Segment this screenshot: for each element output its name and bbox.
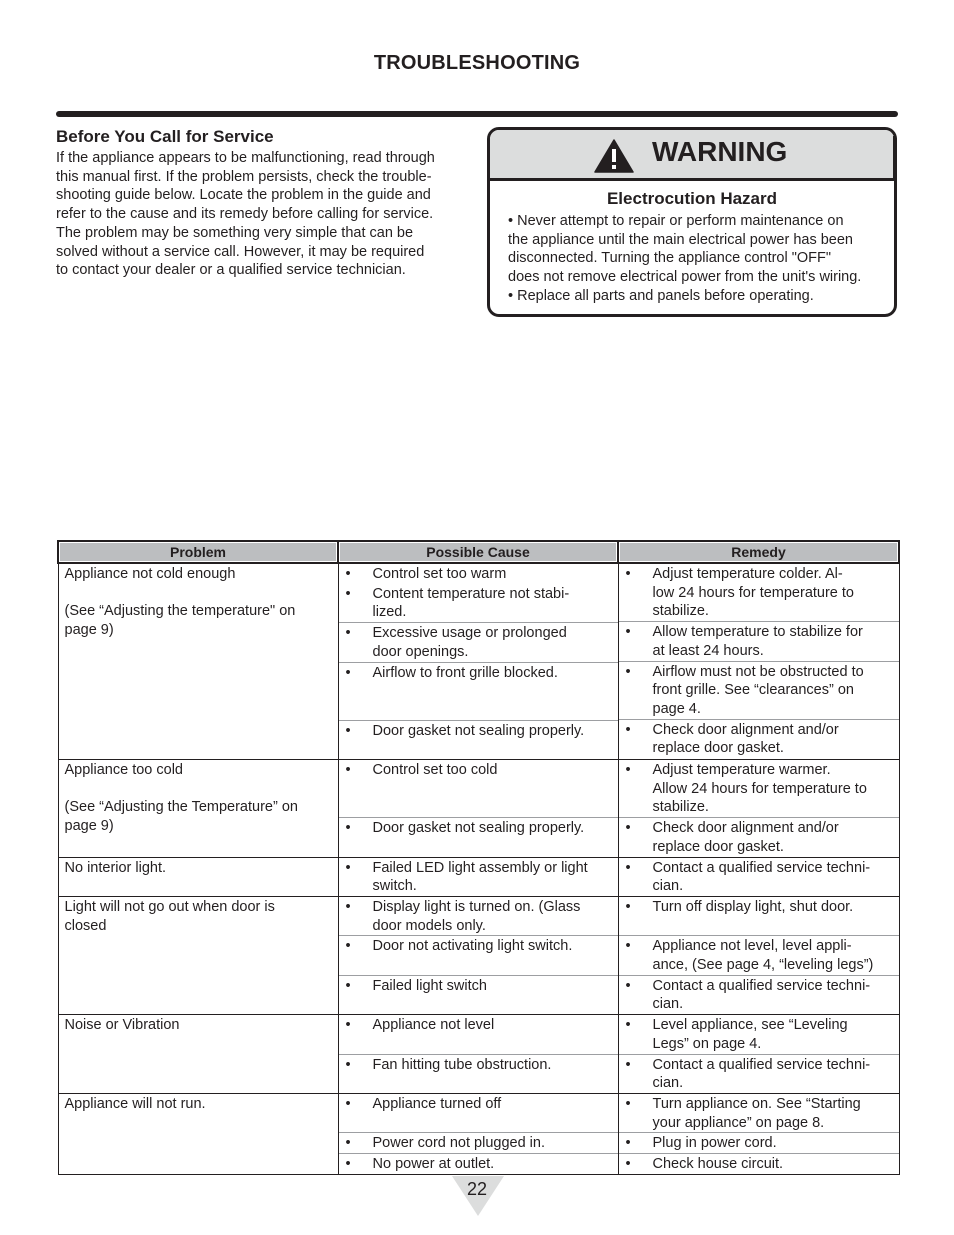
- table-row: [58, 563, 899, 760]
- remedy-subrow: [619, 1153, 899, 1174]
- remedy-cell: [618, 760, 899, 858]
- cause-item: • Appliance turned off: [339, 1094, 618, 1114]
- cause-subrow: [339, 564, 618, 622]
- remedy-subrow: [619, 564, 899, 621]
- intro-line: to contact your dealer or a qualified service technician.: [56, 262, 406, 279]
- problem-line: page 9): [64, 622, 114, 639]
- remedy-item: • Plug in power cord.: [619, 1133, 899, 1153]
- problem-line: Noise or Vibration: [64, 1017, 180, 1034]
- cause-cell: [338, 760, 618, 858]
- intro-line: refer to the cause and its remedy before calling for service.: [56, 206, 434, 223]
- cause-subrow: [339, 1015, 618, 1053]
- cause-subrow: [339, 720, 618, 759]
- remedy-cell: [618, 563, 899, 760]
- problem-line: No interior light.: [64, 859, 167, 876]
- table-row: [58, 760, 899, 858]
- remedy-subrow: [619, 760, 899, 817]
- warning-header: [490, 130, 894, 181]
- top-divider: [56, 111, 898, 117]
- remedy-item: • Check door alignment and/or replace door gasket.: [619, 720, 899, 758]
- remedy-subrow: [619, 1094, 899, 1132]
- remedy-cell: [618, 1093, 899, 1174]
- problem-line: page 9): [64, 818, 114, 835]
- cause-subrow: [339, 935, 618, 974]
- cause-item: • No power at outlet.: [339, 1154, 618, 1174]
- intro-heading: Before You Call for Service: [56, 127, 274, 146]
- remedy-item: • Allow temperature to stabilize for at least 24 hours.: [619, 622, 899, 660]
- problem-cell: [58, 563, 338, 760]
- remedy-item: • Adjust temperature warmer. Allow 24 hours for temperature to stabilize.: [619, 760, 899, 817]
- column-header-problem: Problem: [58, 541, 338, 563]
- problem-cell: [58, 896, 338, 1014]
- remedy-item: • Level appliance, see “Leveling Legs” on page 4.: [619, 1015, 899, 1053]
- remedy-subrow: [619, 935, 899, 974]
- table-row: [58, 857, 899, 896]
- remedy-cell: [618, 1015, 899, 1094]
- hazard-line: disconnected. Turning the appliance control "OFF": [508, 250, 832, 267]
- cause-item: • Content temperature not stabi- lized.: [339, 584, 618, 622]
- hazard-title: Electrocution Hazard: [606, 189, 778, 208]
- page-number-badge: [452, 1176, 504, 1216]
- cause-item: • Door gasket not sealing properly.: [339, 818, 618, 838]
- column-header-cause: Possible Cause: [338, 541, 618, 563]
- problem-line: Light will not go out when door is: [64, 898, 275, 915]
- hazard-line: • Never attempt to repair or perform maintenance on: [508, 213, 844, 229]
- remedy-item: • Adjust temperature colder. Al- low 24 hours for temperature to stabilize.: [619, 564, 899, 621]
- cause-subrow: [339, 622, 618, 661]
- cause-subrow: [339, 662, 618, 720]
- intro-line: The problem may be something very simple that can be: [56, 224, 414, 241]
- table-row: [58, 896, 899, 1014]
- remedy-subrow: [619, 858, 899, 896]
- remedy-item: • Contact a qualified service techni- cian.: [619, 1055, 899, 1093]
- remedy-subrow: [619, 975, 899, 1014]
- hazard-line: does not remove electrical power from the unit's wiring.: [508, 269, 862, 286]
- cause-item: • Fan hitting tube obstruction.: [339, 1055, 618, 1075]
- cause-item: • Excessive usage or prolonged door openings.: [339, 623, 618, 661]
- intro-section: [56, 127, 476, 280]
- cause-item: • Control set too warm: [339, 564, 618, 584]
- hazard-line: the appliance until the main electrical power has been: [508, 231, 853, 248]
- remedy-item: • Turn off display light, shut door.: [619, 897, 899, 917]
- cause-item: • Power cord not plugged in.: [339, 1133, 618, 1153]
- cause-cell: [338, 563, 618, 760]
- cause-cell: [338, 896, 618, 1014]
- cause-subrow: [339, 1153, 618, 1174]
- intro-line: solved without a service call. However, it may be required: [56, 243, 425, 260]
- cause-item: • Airflow to front grille blocked.: [339, 663, 618, 683]
- problem-line: (See “Adjusting the temperature" on: [64, 603, 296, 620]
- remedy-cell: [618, 857, 899, 896]
- remedy-subrow: [619, 817, 899, 856]
- remedy-cell: [618, 896, 899, 1014]
- cause-item: • Failed light switch: [339, 976, 618, 996]
- hazard-line: • Replace all parts and panels before operating.: [508, 287, 814, 304]
- table-header-row: [58, 541, 899, 563]
- cause-subrow: [339, 897, 618, 935]
- intro-line: shooting guide below. Locate the problem in the guide and: [56, 187, 431, 204]
- remedy-subrow: [619, 719, 899, 758]
- intro-line: If the appliance appears to be malfunctioning, read through: [56, 150, 435, 166]
- table-row: [58, 1015, 899, 1094]
- page-number: 22: [466, 1179, 488, 1199]
- table-row: [58, 1093, 899, 1174]
- problem-cell: [58, 760, 338, 858]
- cause-subrow: [339, 858, 618, 896]
- problem-line: [65, 780, 332, 799]
- problem-line: closed: [64, 917, 107, 934]
- remedy-item: • Appliance not level, level appli- ance, (See page 4, “leveling legs”): [619, 936, 899, 974]
- problem-cell: [58, 857, 338, 896]
- cause-cell: [338, 1093, 618, 1174]
- remedy-item: • Airflow must not be obstructed to front grille. See “clearances” on page 4.: [619, 662, 899, 719]
- remedy-item: • Contact a qualified service techni- cian.: [619, 976, 899, 1014]
- cause-subrow: [339, 1094, 618, 1132]
- cause-item: • Door gasket not sealing properly.: [339, 721, 618, 741]
- problem-line: (See “Adjusting the Temperature” on: [64, 799, 298, 816]
- intro-body: [56, 149, 476, 280]
- remedy-item: • Contact a qualified service techni- cian.: [619, 858, 899, 896]
- page-title: TROUBLESHOOTING: [373, 52, 581, 74]
- cause-item: • Display light is turned on. (Glass door models only.: [339, 897, 618, 935]
- problem-line: Appliance too cold: [64, 762, 183, 778]
- table-body: [58, 563, 899, 1174]
- problem-cell: [58, 1015, 338, 1094]
- remedy-item: • Check door alignment and/or replace door gasket.: [619, 818, 899, 856]
- cause-subrow: [339, 760, 618, 817]
- problem-cell: [58, 1093, 338, 1174]
- exclamation-triangle-icon: [594, 139, 634, 173]
- remedy-subrow: [619, 1132, 899, 1153]
- cause-item: • Appliance not level: [339, 1015, 618, 1035]
- cause-subrow: [339, 1054, 618, 1093]
- remedy-item: • Turn appliance on. See “Starting your appliance” on page 8.: [619, 1094, 899, 1132]
- remedy-subrow: [619, 897, 899, 935]
- remedy-subrow: [619, 1015, 899, 1053]
- troubleshooting-table: [57, 540, 900, 1175]
- remedy-subrow: [619, 621, 899, 660]
- problem-line: Appliance not cold enough: [64, 566, 236, 582]
- cause-item: • Failed LED light assembly or light switch.: [339, 858, 618, 896]
- cause-cell: [338, 857, 618, 896]
- remedy-subrow: [619, 1054, 899, 1093]
- intro-line: this manual first. If the problem persists, check the trouble-: [56, 168, 432, 185]
- problem-line: [65, 584, 332, 603]
- cause-subrow: [339, 1132, 618, 1153]
- problem-line: Appliance will not run.: [64, 1095, 206, 1112]
- warning-box: [487, 127, 897, 317]
- column-header-remedy: Remedy: [618, 541, 899, 563]
- cause-subrow: [339, 817, 618, 856]
- warning-title: WARNING: [652, 136, 788, 167]
- cause-subrow: [339, 975, 618, 1014]
- cause-cell: [338, 1015, 618, 1094]
- remedy-item: • Check house circuit.: [619, 1154, 899, 1174]
- hazard-text: [508, 212, 890, 306]
- cause-item: • Door not activating light switch.: [339, 936, 618, 956]
- cause-item: • Control set too cold: [339, 760, 618, 780]
- remedy-subrow: [619, 661, 899, 719]
